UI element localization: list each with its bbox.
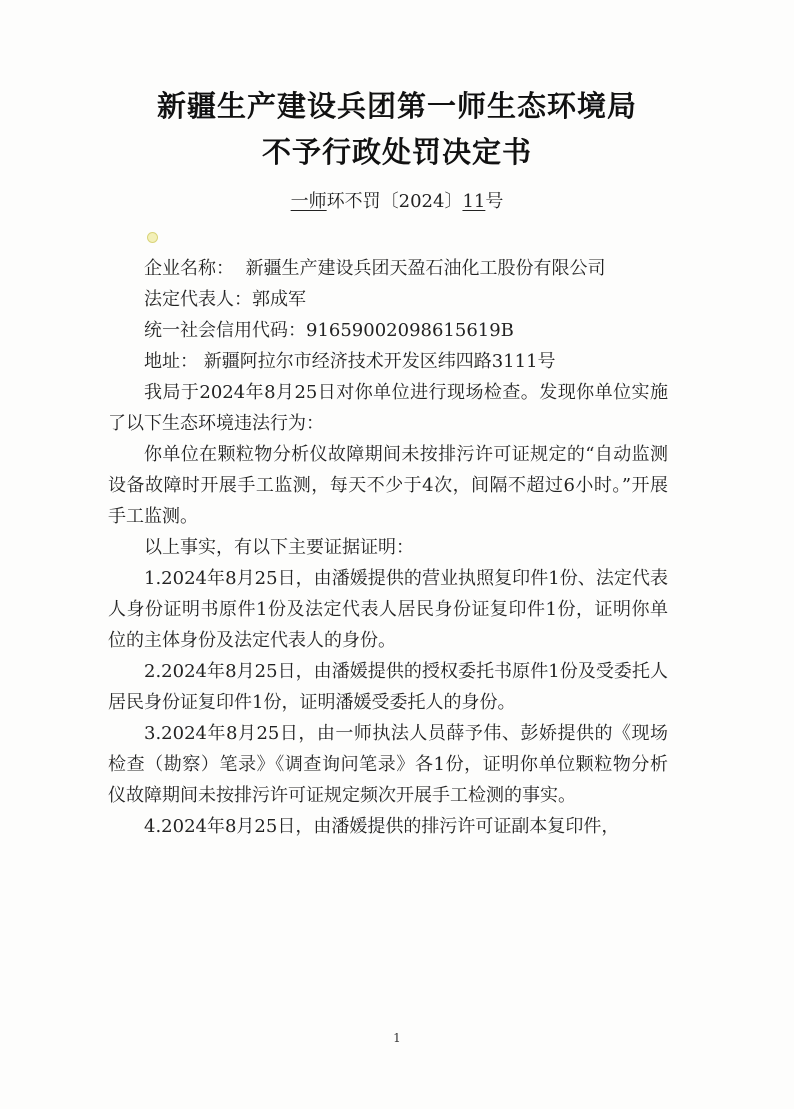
paragraph-evidence-2: 2.2024年8月25日，由潘媛提供的授权委托书原件1份及受委托人居民身份证复印件1份，证明潘媛受委托人的身份。 <box>108 661 668 713</box>
address-line <box>108 346 668 377</box>
paragraph-violation: 你单位在颗粒物分析仪故障期间未按排污许可证规定的“自动监测设备故障时开展手工监测，每天不少于4次，间隔不超过6小时。”开展手工监测。 <box>108 444 668 527</box>
company-name-line <box>108 253 668 284</box>
doc-number-suffix: 号 <box>485 191 504 212</box>
legal-rep-value: 郭成军 <box>252 289 306 310</box>
document-number <box>0 187 794 213</box>
document-title-line1: 新疆生产建设兵团第一师生态环境局 <box>156 89 637 123</box>
paragraph-evidence-1: 1.2024年8月25日，由潘媛提供的营业执照复印件1份、法定代表人身份证明书原件1份及法定代表人居民身份证复印件1份，证明你单位的主体身份及法定代表人的身份。 <box>108 568 668 651</box>
document-body <box>108 253 668 842</box>
credit-code-line <box>108 315 668 346</box>
company-name-value: 新疆生产建设兵团天盈石油化工股份有限公司 <box>245 258 606 279</box>
margin-mark-dot <box>147 232 158 243</box>
paragraph-evidence-3: 3.2024年8月25日，由一师执法人员薛予伟、彭娇提供的《现场检查（勘察）笔录》《调查询问笔录》各1份，证明你单位颗粒物分析仪故障期间未按排污许可证规定频次开展手工检测的事实。 <box>108 723 668 806</box>
doc-number-middle: 环不罚〔2024〕 <box>326 191 463 212</box>
address-value: 新疆阿拉尔市经济技术开发区纬四路3111号 <box>203 351 556 372</box>
doc-number-value: 11 <box>462 191 486 212</box>
doc-number-prefix: 一师 <box>290 191 327 212</box>
company-name-label: 企业名称： <box>144 258 234 279</box>
document-title-line2: 不予行政处罚决定书 <box>261 135 532 169</box>
credit-code-label: 统一社会信用代码： <box>144 320 306 341</box>
legal-rep-line <box>108 284 668 315</box>
page-number: 1 <box>393 1031 401 1045</box>
paragraph-evidence-intro: 以上事实，有以下主要证据证明： <box>144 537 414 558</box>
paragraph-evidence-4: 4.2024年8月25日，由潘媛提供的排污许可证副本复印件， <box>144 816 620 837</box>
legal-rep-label: 法定代表人： <box>144 289 252 310</box>
address-label: 地址： <box>144 351 198 372</box>
paragraph-inspection: 我局于2024年8月25日对你单位进行现场检查。发现你单位实施了以下生态环境违法行为： <box>108 382 668 434</box>
credit-code-value: 91659002098615619B <box>306 320 514 341</box>
